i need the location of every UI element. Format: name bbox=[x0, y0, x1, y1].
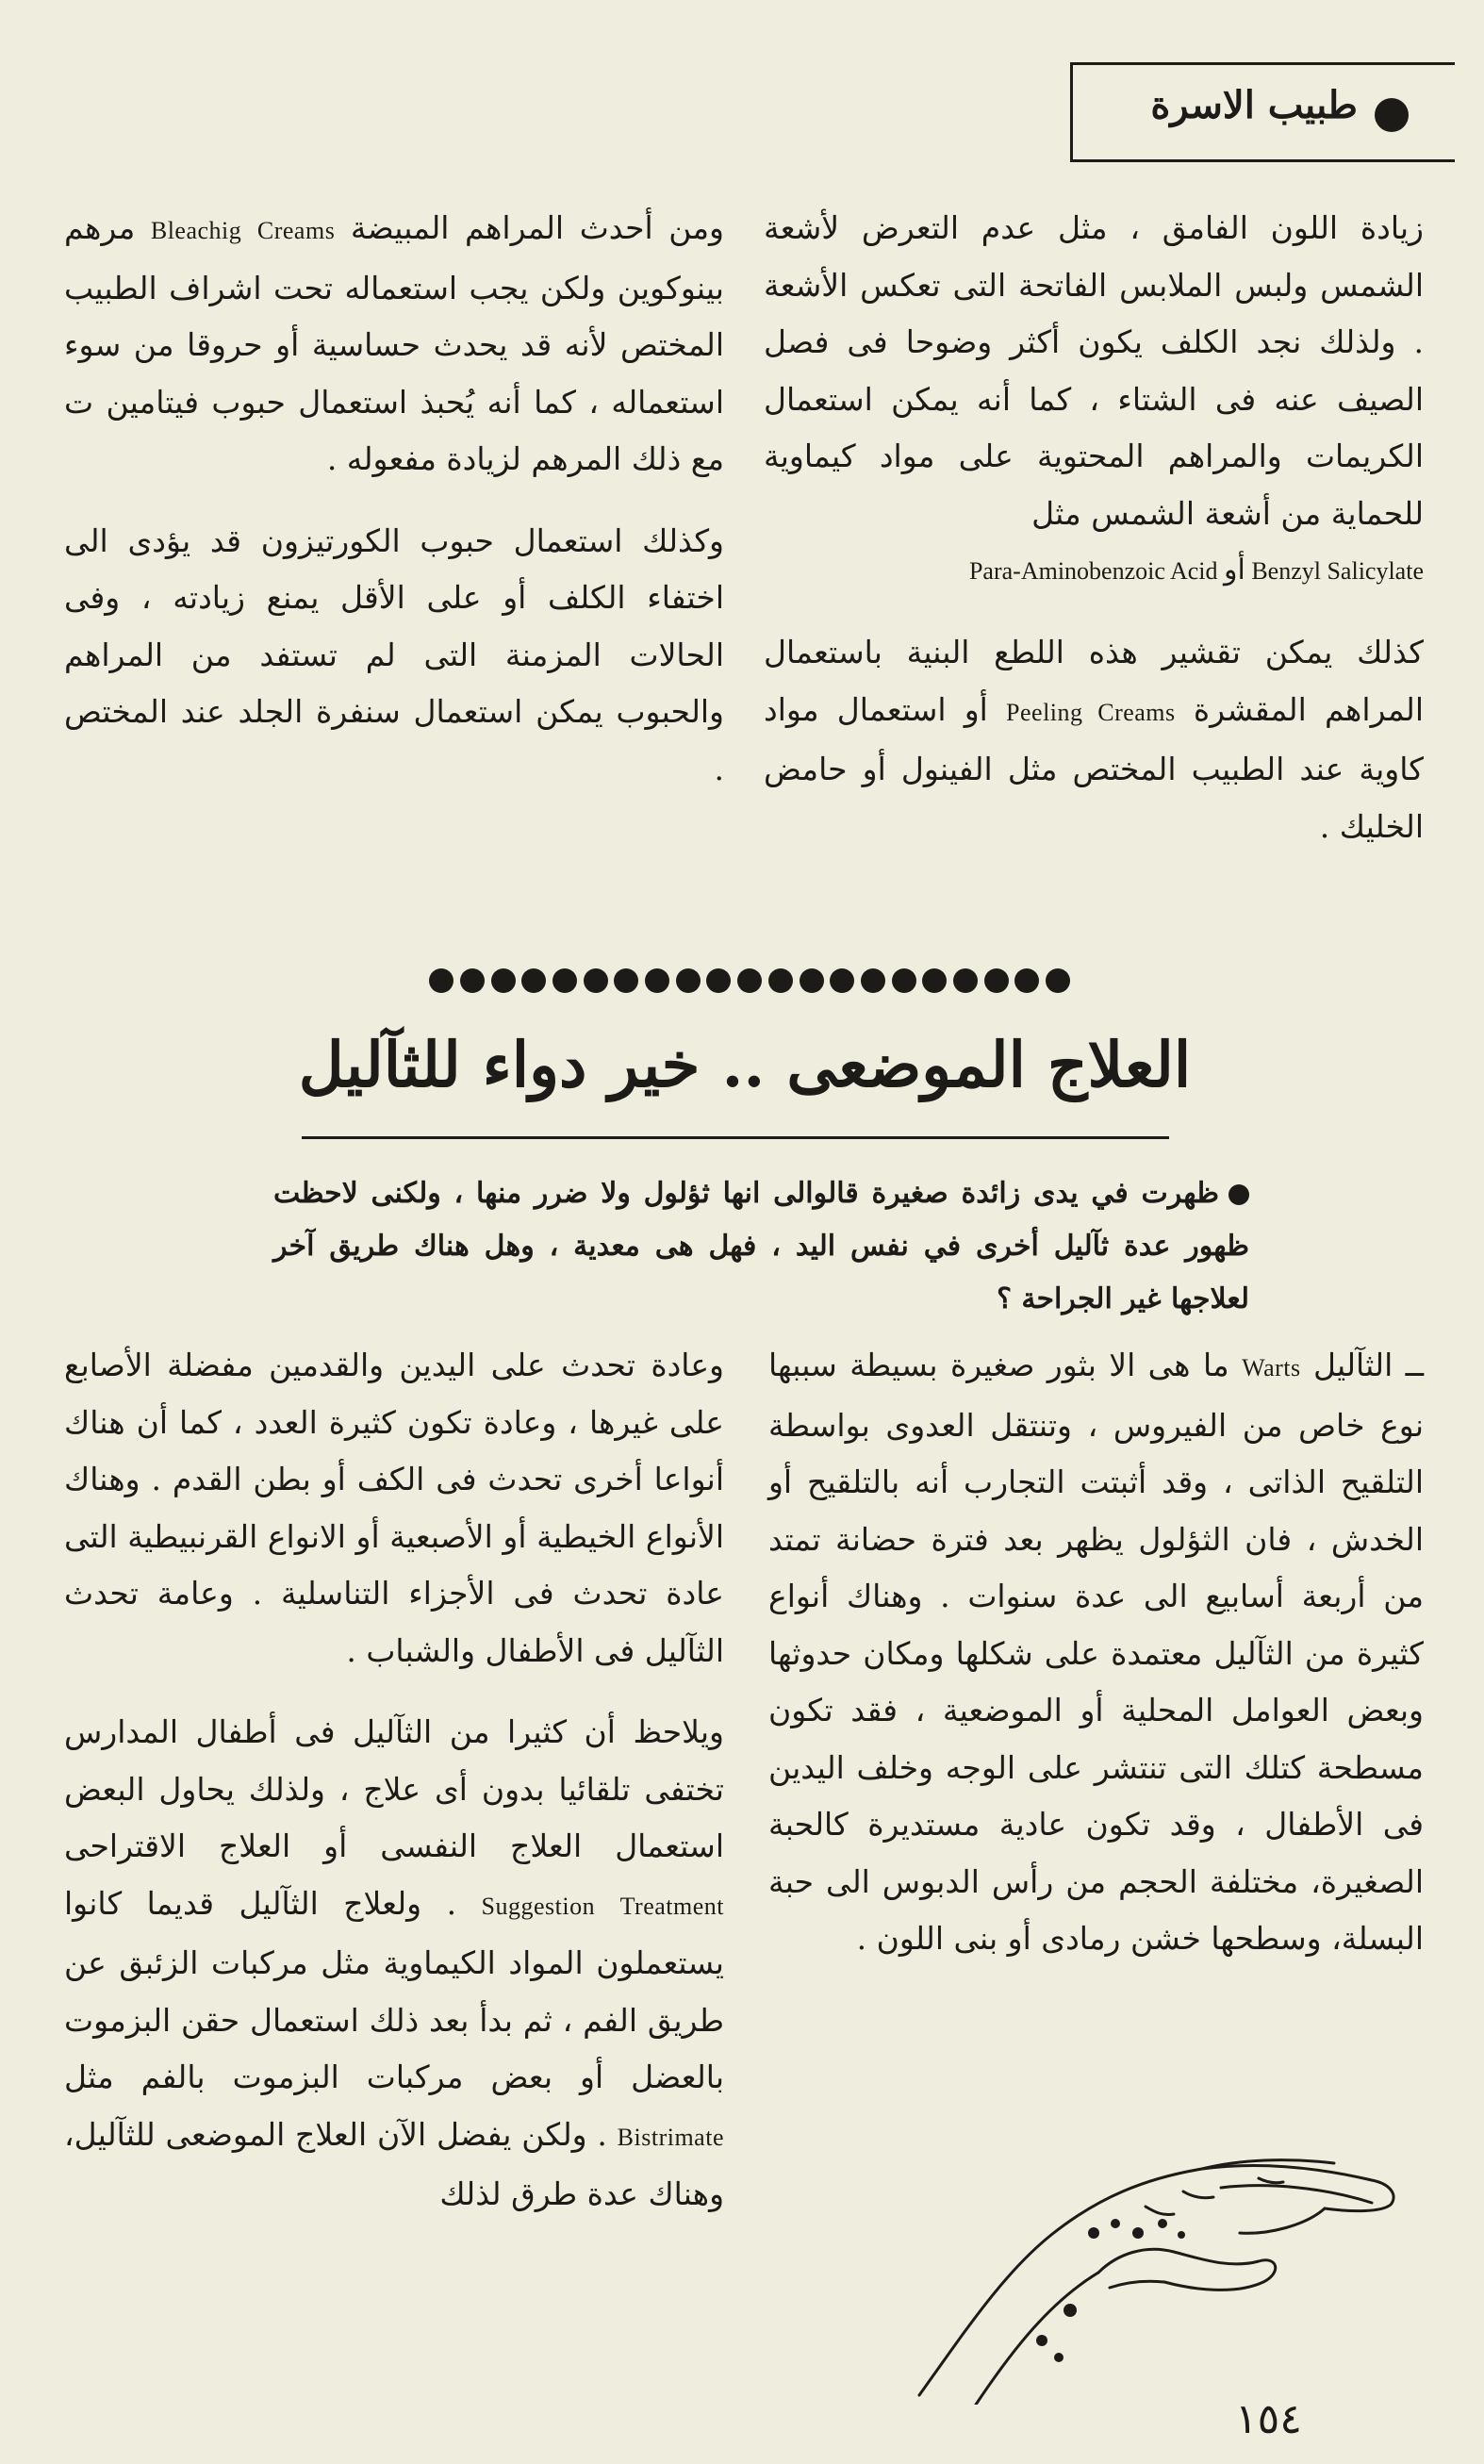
dot-icon bbox=[953, 968, 978, 993]
dot-icon bbox=[830, 968, 854, 993]
latin-term: Bleachig bbox=[150, 217, 242, 244]
latin-term: Treatment bbox=[619, 1892, 724, 1920]
section-bullet-icon bbox=[1375, 98, 1409, 132]
latin-term: Benzyl Salicylate bbox=[1251, 557, 1424, 585]
paragraph-text: وعادة تحدث على اليدين والقدمين مفضلة الأصابع على غيرها ، وعادة تكون كثيرة العدد ، كما أن هناك أنواعا أخرى تحدث فى الكف أو بطن القدم . وهناك الأنواع الخيطية أو الأصبعية أو الانواع القرنبيطية التى عادة تحدث فى الأجزاء التناسلية . وعامة تحدث الثآليل فى الأطفال والشباب . bbox=[64, 1347, 724, 1669]
page-number: ١٥٤ bbox=[1235, 2395, 1302, 2443]
dot-icon bbox=[737, 968, 762, 993]
paragraph-text: ما هى الا بثور صغيرة بسيطة سببها نوع خاص من الفيروس ، وتنتقل العدوى بواسطة التلقيح الذاتى ، وقد أثبتت التجارب أنه بالتلقيح أو الخدش ، فان الثؤلول يظهر بعد فترة حضانة تمتد من أربعة أسابيع الى عدة سنوات . وهناك أنواع كثيرة من الثآليل معتمدة على شكلها ومكان حدوثها وبعض العوامل المحلية أو الموضعية ، فقد تكون مسطحة كتلك التى تنتشر على الوجه وخلف اليدين فى الأطفال ، وقد تكون عادية مستديرة كالحبة الصغيرة، مختلفة الحجم من رأس الدبوس الى حبة البسلة، وسطحها خشن رمادى أو بنى اللون . bbox=[768, 1347, 1424, 1957]
paragraph bbox=[64, 1337, 724, 1679]
paragraph-text: ويلاحظ أن كثيرا من الثآليل فى أطفال المدارس تختفى تلقائيا بدون أى علاج ، ولذلك يحاول البعض استعمال العلاج النفسى أو العلاج الاقتراحى bbox=[64, 1713, 724, 1864]
paragraph-text: أو استعمال مواد كاوية عند الطبيب المختص مثل الفينول أو حامض الخليك . bbox=[764, 690, 1424, 845]
paragraph bbox=[64, 1704, 724, 2224]
paragraph-text: كذلك يمكن تقشير هذه اللطع البنية باستعمال المراهم المقشرة bbox=[764, 634, 1424, 728]
question-bullet-icon bbox=[1228, 1184, 1249, 1205]
dot-icon bbox=[892, 968, 916, 993]
conjunction: أو bbox=[1224, 554, 1245, 587]
latin-term: Bistrimate bbox=[617, 2123, 724, 2151]
dot-icon bbox=[645, 968, 669, 993]
latin-term: Para-Aminobenzoic Acid bbox=[968, 557, 1218, 585]
dot-icon bbox=[552, 968, 577, 993]
latin-term: Peeling Creams bbox=[1006, 698, 1176, 726]
wart-icon bbox=[1111, 2219, 1120, 2228]
wart-icon bbox=[1088, 2227, 1099, 2239]
dot-icon bbox=[521, 968, 546, 993]
headline-underline bbox=[302, 1136, 1169, 1139]
dot-icon bbox=[861, 968, 885, 993]
question-text: ظهرت في يدى زائدة صغيرة قالوالى انها ثؤلول ولا ضرر منها ، ولكنى لاحظت ظهور عدة ثآليل أخرى في نفس اليد ، فهل هى معدية ، وهل هناك طريق آخر لعلاجها غير الجراحة ؟ bbox=[273, 1177, 1249, 1315]
dot-icon bbox=[584, 968, 608, 993]
dot-icon bbox=[676, 968, 701, 993]
dot-icon bbox=[768, 968, 793, 993]
paragraph-text: ومن أحدث المراهم المبيضة bbox=[350, 209, 724, 246]
paragraph bbox=[768, 1337, 1424, 1968]
dot-icon bbox=[800, 968, 824, 993]
latin-term: Creams bbox=[256, 217, 336, 244]
dot-icon bbox=[429, 968, 453, 993]
latin-term: Warts bbox=[1242, 1354, 1301, 1381]
latin-term: Suggestion bbox=[481, 1892, 596, 1920]
wart-icon bbox=[1178, 2231, 1185, 2239]
paragraph-text: مرهم بينوكوين ولكن يجب استعماله تحت اشراف الطبيب المختص لأنه قد يحدث حساسية أو حروقا من سوء استعماله ، كما أنه يُحبذ استعمال حبوب فيتامين ت مع ذلك المرهم لزيادة مفعوله . bbox=[64, 209, 724, 477]
wart-icon bbox=[1054, 2353, 1064, 2362]
dot-icon bbox=[460, 968, 485, 993]
dot-icon bbox=[614, 968, 638, 993]
dot-icon bbox=[1046, 968, 1070, 993]
paragraph bbox=[64, 200, 724, 488]
paragraph-text: زيادة اللون الفامق ، مثل عدم التعرض لأشعة الشمس ولبس الملابس الفاتحة التى تعكس الأشعة . ولذلك نجد الكلف يكون أكثر وضوحا فى فصل الصيف عنه فى الشتاء ، كما أنه يمكن استعمال الكريمات والمراهم المحتوية على مواد كيماوية للحماية من أشعة الشمس مثل bbox=[764, 209, 1424, 532]
bottom-left-column bbox=[64, 1337, 724, 2224]
paragraph bbox=[764, 200, 1424, 542]
dot-icon bbox=[706, 968, 731, 993]
section-title: طبيب الاسرة bbox=[1150, 83, 1358, 127]
wart-icon bbox=[1132, 2227, 1144, 2239]
dot-separator bbox=[429, 964, 1070, 998]
dot-icon bbox=[491, 968, 516, 993]
wart-icon bbox=[1064, 2304, 1077, 2317]
latin-terms-line bbox=[764, 542, 1424, 600]
paragraph bbox=[64, 513, 724, 799]
dot-icon bbox=[922, 968, 947, 993]
dot-icon bbox=[1014, 968, 1039, 993]
paragraph-text: وكذلك استعمال حبوب الكورتيزون قد يؤدى الى اختفاء الكلف أو على الأقل يمنع زيادته ، وفى الحالات المزمنة التى لم تستفد من المراهم والحبوب يمكن استعمال سنفرة الجلد عند المختص . bbox=[64, 521, 724, 787]
bottom-right-column bbox=[768, 1337, 1424, 1968]
top-right-column bbox=[764, 200, 1424, 855]
paragraph-text: ــ الثآليل bbox=[1313, 1347, 1424, 1383]
reader-question bbox=[273, 1167, 1249, 1326]
paragraph-text: . ولعلاج الثآليل قديما كانوا يستعملون المواد الكيماوية مثل مركبات الزئبق عن طريق الفم ، ثم بدأ بعد ذلك استعمال حقن البزموت بالعضل أو بعض مركبات البزموت بالفم مثل bbox=[64, 1884, 725, 2095]
article-headline: العلاج الموضعى .. خير دواء للثآليل bbox=[298, 1028, 1192, 1101]
paragraph bbox=[764, 624, 1424, 855]
wart-icon bbox=[1036, 2335, 1047, 2346]
dot-icon bbox=[984, 968, 1009, 993]
paragraph-text: . ولكن يفضل الآن العلاج الموضعى للثآليل، وهناك عدة طرق لذلك bbox=[64, 2115, 724, 2212]
wart-icon bbox=[1158, 2219, 1167, 2228]
top-left-column bbox=[64, 200, 724, 798]
hand-illustration bbox=[863, 2122, 1419, 2405]
